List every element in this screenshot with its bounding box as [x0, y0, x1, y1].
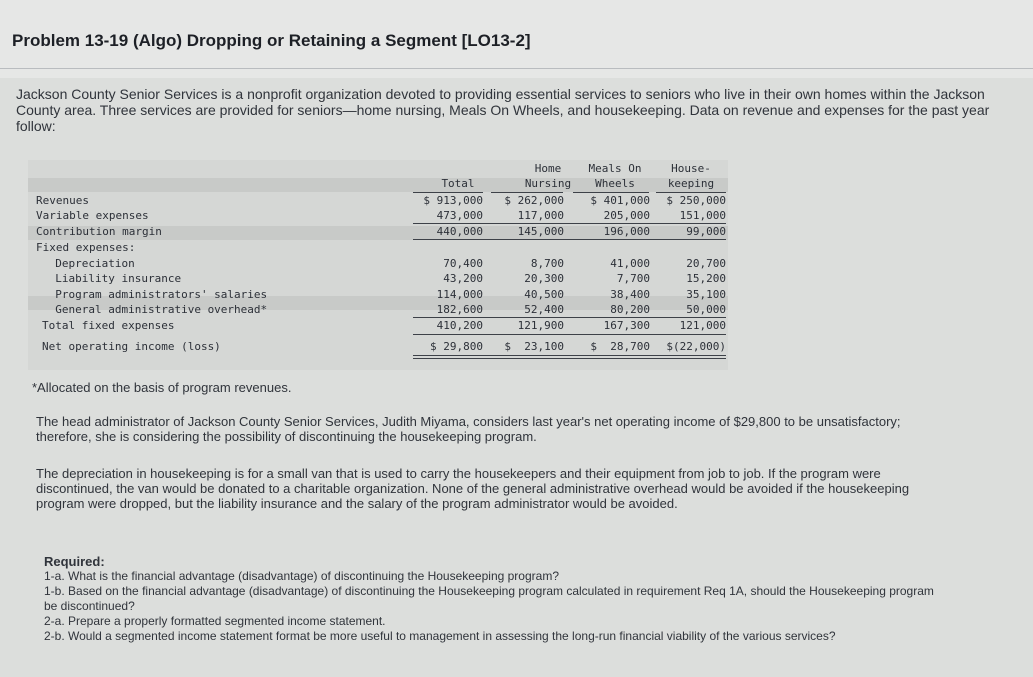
cell-total: 473,000 — [436, 209, 483, 222]
requirement-1b: 1-b. Based on the financial advantage (disadvantage) of discontinuing the Housekeeping program calculated in requirement Req 1A, should the Housekeeping program be discontinued? — [44, 584, 934, 613]
row-label: Net operating income (loss) — [42, 340, 221, 353]
cell-meals-on-wheels: 205,000 — [603, 209, 650, 222]
paragraph-administrator: The head administrator of Jackson County Senior Services, Judith Miyama, considers last year's net operating income of $29,800 to be unsatisfactory; therefore, she is considering the possibility of discontinuing the housekeeping program. — [36, 414, 901, 444]
cell-meals-on-wheels: $ 28,700 — [590, 340, 650, 353]
cell-meals-on-wheels: 167,300 — [603, 319, 650, 332]
subtotal-rule — [413, 239, 726, 240]
cell-total: 70,400 — [443, 257, 483, 270]
cell-housekeeping: 121,000 — [679, 319, 726, 332]
cell-home-nursing: 117,000 — [517, 209, 564, 222]
header-underline — [413, 192, 483, 193]
header-underline — [491, 192, 563, 193]
double-rule — [413, 358, 726, 359]
intro-paragraph: Jackson County Senior Services is a nonprofit organization devoted to providing essential services to seniors who live in their own homes within the Jackson County area. Three services are provided for seniors—home nursing, Meals On Wheels, and housekeeping. Data on revenue and expenses for the past year follow: — [16, 86, 990, 134]
cell-home-nursing: 40,500 — [524, 288, 564, 301]
row-label: Revenues — [36, 194, 89, 207]
row-label: Liability insurance — [42, 272, 182, 285]
cell-home-nursing: 20,300 — [524, 272, 564, 285]
cell-housekeeping: 99,000 — [686, 225, 726, 238]
subtotal-rule — [413, 334, 726, 335]
cell-total: 114,000 — [436, 288, 483, 301]
header-underline — [573, 192, 649, 193]
header-meals-2: Wheels — [595, 177, 635, 190]
row-label: Variable expenses — [36, 209, 149, 222]
cell-total: 43,200 — [443, 272, 483, 285]
cell-total: $ 913,000 — [423, 194, 483, 207]
cell-meals-on-wheels: 7,700 — [616, 272, 650, 285]
financial-data-table — [28, 160, 728, 370]
row-label: General administrative overhead* — [42, 303, 268, 316]
required-heading: Required: — [44, 554, 105, 569]
footnote: *Allocated on the basis of program revenues. — [32, 380, 292, 395]
header-underline — [656, 192, 726, 193]
subtotal-rule — [413, 223, 726, 224]
problem-title: Problem 13-19 (Algo) Dropping or Retaining a Segment [LO13-2] — [12, 31, 531, 50]
cell-housekeeping: $ 250,000 — [666, 194, 726, 207]
header-home-2: Nursing — [524, 177, 572, 190]
cell-home-nursing: $ 23,100 — [504, 340, 564, 353]
cell-total: $ 29,800 — [430, 340, 483, 353]
cell-meals-on-wheels: $ 401,000 — [590, 194, 650, 207]
requirement-2a: 2-a. Prepare a properly formatted segmented income statement. — [44, 614, 386, 628]
cell-home-nursing: 145,000 — [517, 225, 564, 238]
cell-total: 410,200 — [436, 319, 483, 332]
row-label: Program administrators' salaries — [42, 288, 268, 301]
cell-housekeeping: $(22,000) — [666, 340, 726, 353]
required-section — [44, 554, 944, 644]
row-label: Contribution margin — [36, 225, 162, 238]
requirement-2b: 2-b. Would a segmented income statement format be more useful to management in assessing the long-run financial viability of the various services? — [44, 629, 836, 643]
header-meals-1: Meals On — [588, 162, 642, 175]
cell-home-nursing: 52,400 — [524, 303, 564, 316]
paragraph-depreciation: The depreciation in housekeeping is for a small van that is used to carry the housekeepers and their equipment from job to job. If the program were discontinued, the van would be donated to a charitable organization. None of the general administrative overhead would be avoided if the housekeeping program were dropped, but the liability insurance and the salary of the program administrator would be avoided. — [36, 466, 910, 511]
header-home-1: Home — [534, 162, 562, 175]
cell-total: 440,000 — [436, 225, 483, 238]
cell-meals-on-wheels: 80,200 — [610, 303, 650, 316]
cell-meals-on-wheels: 41,000 — [610, 257, 650, 270]
cell-total: 182,600 — [436, 303, 483, 316]
double-rule — [413, 355, 726, 356]
row-label: Depreciation — [42, 257, 135, 270]
cell-housekeeping: 15,200 — [686, 272, 726, 285]
cell-home-nursing: $ 262,000 — [504, 194, 564, 207]
subtotal-rule — [413, 317, 726, 318]
cell-meals-on-wheels: 196,000 — [603, 225, 650, 238]
cell-home-nursing: 8,700 — [530, 257, 564, 270]
row-label: Total fixed expenses — [42, 319, 175, 332]
header-house-1: House- — [671, 162, 711, 175]
cell-housekeeping: 20,700 — [686, 257, 726, 270]
cell-housekeeping: 50,000 — [686, 303, 726, 316]
cell-meals-on-wheels: 38,400 — [610, 288, 650, 301]
cell-housekeeping: 35,100 — [686, 288, 726, 301]
cell-home-nursing: 121,900 — [517, 319, 564, 332]
requirement-1a: 1-a. What is the financial advantage (disadvantage) of discontinuing the Housekeeping program? — [44, 569, 559, 583]
header-house-2: keeping — [667, 177, 715, 190]
title-divider — [0, 68, 1033, 69]
row-label: Fixed expenses: — [36, 241, 136, 254]
header-total: Total — [441, 177, 475, 190]
cell-housekeeping: 151,000 — [679, 209, 726, 222]
